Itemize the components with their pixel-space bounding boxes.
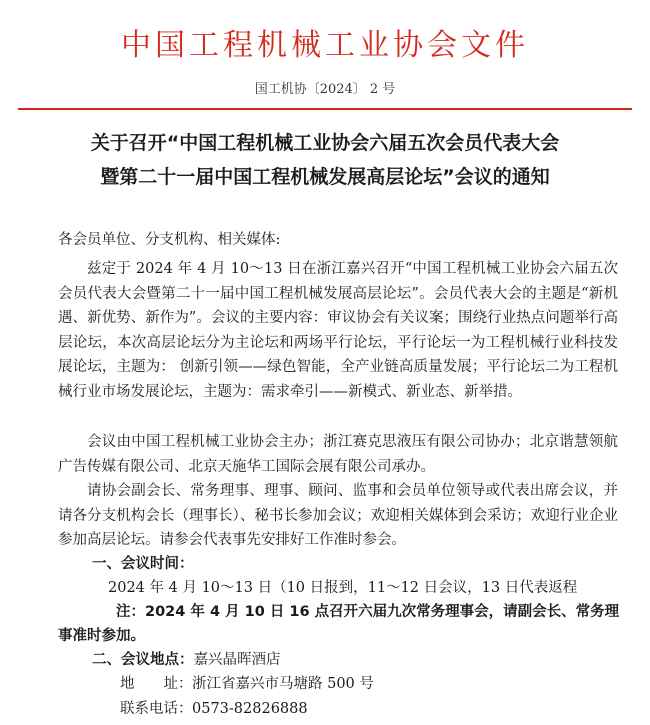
- section-time-detail: 2024 年 4 月 10～13 日（10 日报到，11～12 日会议，13 日代表返程: [108, 580, 578, 596]
- section-time-note: 注：2024 年 4 月 10 日 16 点召开六届九次常务理事会，请副会长、常务理事准时参加。: [58, 604, 620, 644]
- section-time-heading: 一、会议时间：: [92, 556, 194, 572]
- paragraph-meeting-intro: 兹定于 2024 年 4 月 10～13 日在浙江嘉兴召开“中国工程机械工业协会六届五次会员代表大会暨第二十一届中国工程机械发展高层论坛”。会员代表大会的主题是“新机遇、新优势、新作为”。会议的主要内容：审议协会有关议案；围绕行业热点问题举行高层论坛，本次高层论坛分为主论坛和两场平行论坛，平行论坛一为工程机械行业科技发展论坛，主题为： 创新引领——绿色智能，全产业链高质量发展；平行论坛二为工程机械行业市场发展论坛，主题为：需求牵引——新模式、新业态、新举措。: [58, 261, 618, 400]
- venue-address: 浙江省嘉兴市马塘路 500 号: [192, 676, 374, 692]
- section-venue-heading: 二、会议地点：: [92, 652, 194, 668]
- venue-address-label: 地 址：: [120, 676, 193, 692]
- venue-phone-label: 联系电话：: [120, 701, 193, 717]
- org-title: 中国工程机械工业协会文件: [121, 28, 529, 63]
- venue-name: 嘉兴晶晖酒店: [193, 652, 281, 668]
- section-venue: [92, 648, 281, 672]
- venue-phone-row: [120, 697, 308, 721]
- venue-phone: 0573-82826888: [192, 701, 308, 717]
- red-divider: [18, 108, 632, 110]
- notice-title-line-2: 暨第二十一届中国工程机械发展高层论坛”会议的通知: [100, 166, 550, 188]
- paragraph-organizers: 会议由中国工程机械工业协会主办；浙江赛克思液压有限公司协办；北京谐慧领航广告传媒有限公司、北京天施华工国际会展有限公司承办。: [58, 434, 618, 475]
- venue-address-row: [120, 672, 374, 696]
- paragraph-attendance: 请协会副会长、常务理事、理事、顾问、监事和会员单位领导或代表出席会议，并请各分支机构会长（理事长）、秘书长参加会议；欢迎相关媒体到会采访；欢迎行业企业参加高层论坛。请参会代表事先安排好工作准时参会。: [58, 483, 618, 548]
- document-number: 国工机协〔2024〕 2 号: [254, 82, 396, 97]
- notice-title: [0, 126, 650, 194]
- notice-title-line-1: 关于召开“中国工程机械工业协会六届五次会员代表大会: [90, 132, 560, 154]
- salutation: 各会员单位、分支机构、相关媒体:: [58, 232, 281, 248]
